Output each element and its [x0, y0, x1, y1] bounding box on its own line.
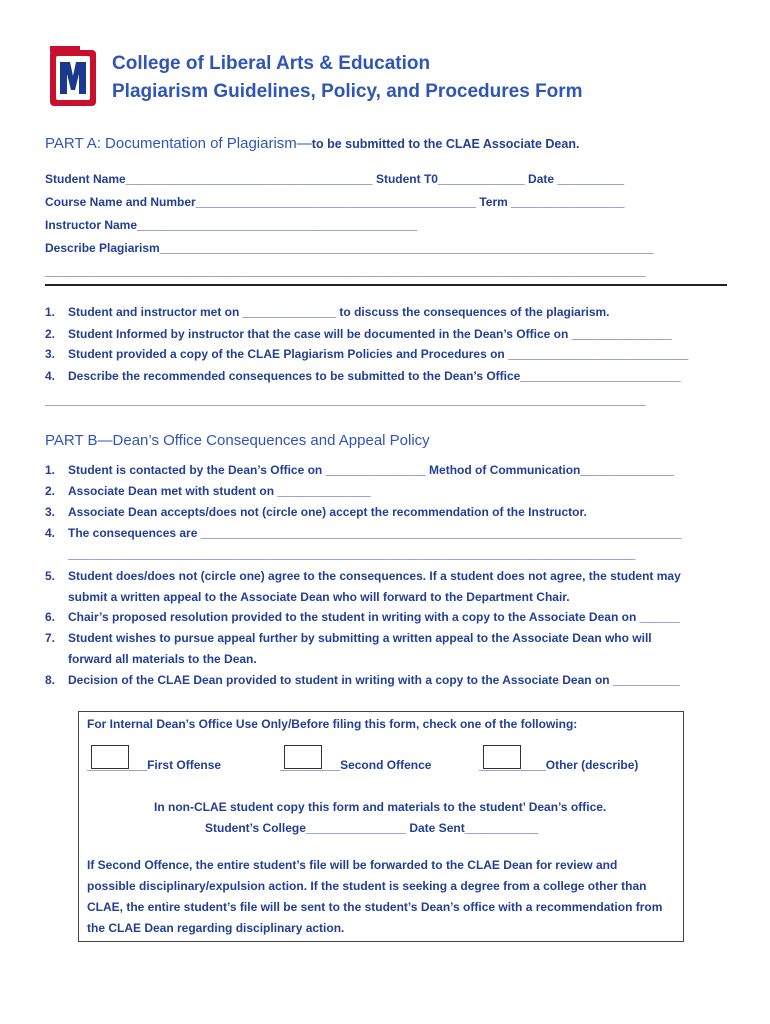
non-clae-instructions: In non-CLAE student copy this form and materials to the student’ Dean’s office. — [154, 800, 607, 814]
part-b-heading: PART B—Dean’s Office Consequences and Appeal Policy — [45, 432, 430, 449]
second-offence-note: If Second Offence, the entire student’s file will be forwarded to the CLAE Dean for review and — [87, 858, 618, 872]
part-b-item-number: 8. — [45, 673, 56, 687]
part-a-title: PART A: Documentation of Plagiarism— — [45, 135, 312, 152]
part-b-item-5: Student does/does not (circle one) agree to the consequences. If a student does not agree, the student may — [68, 569, 681, 583]
student-name-field[interactable]: Student Name_____________________________________ Student T0_____________ Date __________ — [45, 172, 625, 186]
instructor-name-field[interactable]: Instructor Name__________________________________________ — [45, 218, 418, 232]
part-a-item-number: 2. — [45, 327, 56, 341]
part-a-item-3[interactable]: Student provided a copy of the CLAE Plagiarism Policies and Procedures on ___________________________ — [68, 347, 689, 361]
part-b-item-7: Student wishes to pursue appeal further by submitting a written appeal to the Associate Dean who will — [68, 631, 652, 645]
part-a-subtitle: to be submitted to the CLAE Associate Dean. — [311, 137, 580, 151]
office-use-box — [78, 711, 684, 942]
part-a-heading — [45, 135, 579, 152]
describe-plagiarism-field[interactable]: Describe Plagiarism__________________________________________________________________________ — [45, 241, 654, 255]
other-describe-label: __________Other (describe) — [479, 758, 639, 772]
first-offense-label: _________First Offense — [87, 758, 222, 772]
part-a-item-4[interactable]: Describe the recommended consequences to be submitted to the Dean’s Office________________________ — [68, 369, 681, 383]
part-b-item-5-continued: submit a written appeal to the Associate Dean who will forward to the Department Chair. — [68, 590, 570, 604]
part-a-item-number: 1. — [45, 305, 56, 319]
part-b-item-number: 5. — [45, 569, 56, 583]
part-b-item-number: 1. — [45, 463, 56, 477]
second-offence-note: possible disciplinary/expulsion action. If the student is seeking a degree from a college other than — [87, 879, 647, 893]
part-b-item-4[interactable]: The consequences are ________________________________________________________________________ — [68, 526, 682, 540]
part-b-item-number: 2. — [45, 484, 56, 498]
part-a-item-number: 3. — [45, 347, 56, 361]
part-b-item-1[interactable]: Student is contacted by the Dean’s Office on _______________ Method of Communication______________ — [68, 463, 674, 477]
part-b-item-number: 7. — [45, 631, 56, 645]
part-b-item-2[interactable]: Associate Dean met with student on ______________ — [68, 484, 371, 498]
title-line-1: College of Liberal Arts & Education — [112, 53, 431, 74]
second-offence-note: the CLAE Dean regarding disciplinary action. — [87, 921, 345, 935]
part-b-item-number: 3. — [45, 505, 56, 519]
title-line-2: Plagiarism Guidelines, Policy, and Procedures Form — [112, 81, 583, 102]
part-b-item-6[interactable]: Chair’s proposed resolution provided to the student in writing with a copy to the Associate Dean on ______ — [68, 610, 680, 624]
college-date-field[interactable]: Student’s College_______________ Date Sent___________ — [205, 821, 539, 835]
page-title — [112, 50, 583, 106]
part-a-item-2[interactable]: Student Informed by instructor that the case will be documented in the Dean’s Office on _______________ — [68, 327, 672, 341]
consequences-continued[interactable]: __________________________________________________________________________________________ — [45, 393, 646, 407]
second-offence-label: _________Second Offence — [280, 758, 432, 772]
part-b-item-3: Associate Dean accepts/does not (circle one) accept the recommendation of the Instructor. — [68, 505, 587, 519]
describe-plagiarism-continued[interactable]: __________________________________________________________________________________________ — [45, 264, 646, 278]
part-a-item-number: 4. — [45, 369, 56, 383]
part-b-item-4-continued[interactable]: _____________________________________________________________________________________ — [68, 547, 636, 561]
part-b-item-number: 6. — [45, 610, 56, 624]
part-b-item-number: 4. — [45, 526, 56, 540]
part-b-item-7-continued: forward all materials to the Dean. — [68, 652, 257, 666]
university-logo — [48, 46, 98, 110]
part-b-item-8[interactable]: Decision of the CLAE Dean provided to student in writing with a copy to the Associate Dean on __________ — [68, 673, 680, 687]
office-use-heading: For Internal Dean’s Office Use Only/Before filing this form, check one of the following: — [87, 717, 578, 731]
course-name-field[interactable]: Course Name and Number__________________________________________ Term _________________ — [45, 195, 625, 209]
section-divider — [45, 284, 727, 286]
part-a-item-1[interactable]: Student and instructor met on ______________ to discuss the consequences of the plagiarism. — [68, 305, 610, 319]
second-offence-note: CLAE, the entire student’s file will be sent to the student’s Dean’s office with a recommendation from — [87, 900, 663, 914]
